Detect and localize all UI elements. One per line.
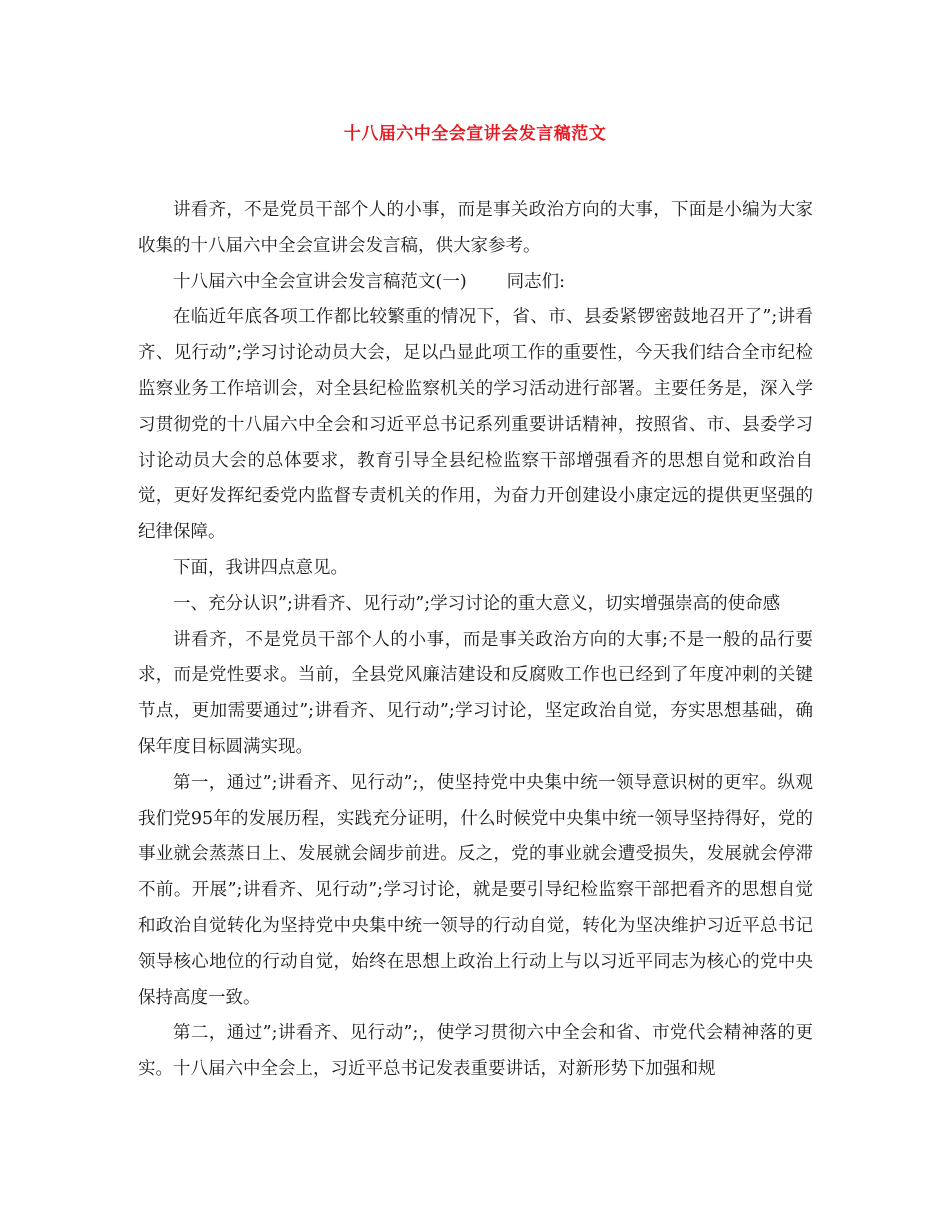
body-paragraph: 下面，我讲四点意见。 xyxy=(173,557,348,578)
section-heading: 十八届六中全会宣讲会发言稿范文(一) xyxy=(173,271,467,292)
salutation: 同志们: xyxy=(506,271,566,292)
document-title: 十八届六中全会宣讲会发言稿范文 xyxy=(343,124,607,144)
body-paragraph: 第一，通过”;讲看齐、见行动”;，使坚持党中央集中统一领导意识树的更牢。纵观我们党95年的发展历程，实践充分证明，什么时候党中央集中统一领导坚持得好，党的事业就会蒸蒸日上、发展就会阔步前进。反之，党的事业就会遭受损失，发展就会停滞不前。开展”;讲看齐、见行动”;学习讨论，就是要引导纪检监察干部把看齐的思想自觉和政治自觉转化为坚持党中央集中统一领导的行动自觉，转化为坚决维护习近平总书记领导核心地位的行动自觉，始终在思想上政治上行动上与以习近平同志为核心的党中央保持高度一致。 xyxy=(138,772,813,1008)
body-paragraph: 第二，通过”;讲看齐、见行动”;，使学习贯彻六中全会和省、市党代会精神落的更实。十八届六中全会上，习近平总书记发表重要讲话，对新形势下加强和规 xyxy=(138,1023,813,1080)
section-heading-paragraph xyxy=(138,265,813,301)
body-paragraph: 讲看齐，不是党员干部个人的小事，而是事关政治方向的大事;不是一般的品行要求，而是党性要求。当前，全县党风廉洁建设和反腐败工作也已经到了年度冲刺的关键节点，更加需要通过”;讲看齐、见行动”;学习讨论，坚定政治自觉，夯实思想基础，确保年度目标圆满实现。 xyxy=(138,629,813,757)
body-paragraph: 在临近年底各项工作都比较繁重的情况下，省、市、县委紧锣密鼓地召开了”;讲看齐、见行动”;学习讨论动员大会，足以凸显此项工作的重要性，今天我们结合全市纪检监察业务工作培训会，对全县纪检监察机关的学习活动进行部署。主要任务是，深入学习贯彻党的十八届六中全会和习近平总书记系列重要讲话精神，按照省、市、县委学习讨论动员大会的总体要求，教育引导全县纪检监察干部增强看齐的思想自觉和政治自觉，更好发挥纪委党内监督专责机关的作用，为奋力开创建设小康定远的提供更坚强的纪律保障。 xyxy=(138,307,813,543)
document-body xyxy=(138,193,813,1088)
point-heading: 一、充分认识”;讲看齐、见行动”;学习讨论的重大意义，切实增强崇高的使命感 xyxy=(173,593,781,614)
intro-paragraph: 讲看齐，不是党员干部个人的小事，而是事关政治方向的大事，下面是小编为大家收集的十八届六中全会宣讲会发言稿，供大家参考。 xyxy=(138,200,813,256)
